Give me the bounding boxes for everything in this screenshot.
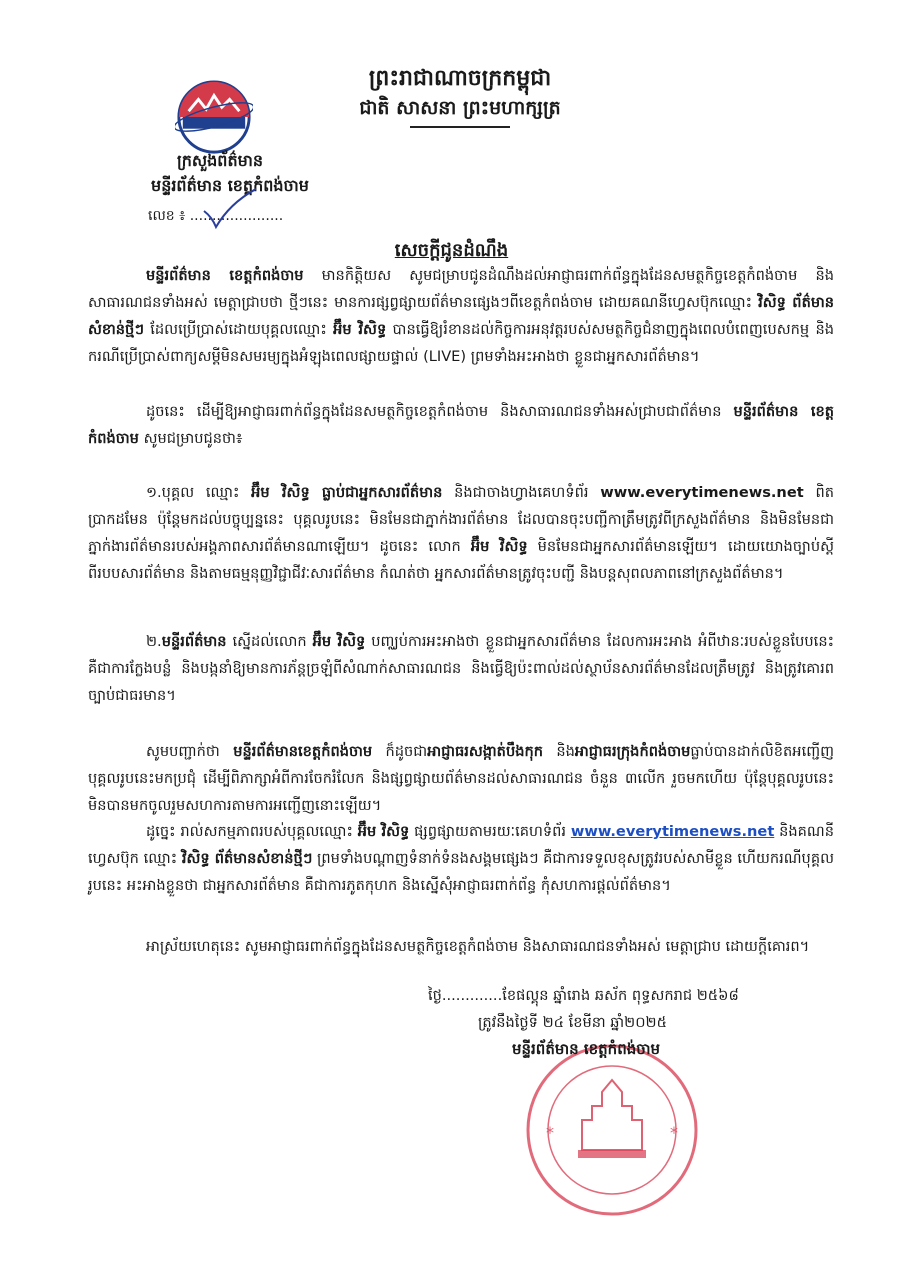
person-name: អ៊ឹម វិសិទ្ធ [333, 321, 387, 338]
date-gregorian: ត្រូវនឹងថ្ងៃទី ២៤ ខែមីនា ឆ្នាំ២០២៥ [478, 1014, 667, 1031]
text: បញ្ឈប់ការអះអាងថា ខ្លួនជាអ្នកសារព័ត៌មាន ដែលការអះអាង អំពីឋានៈរបស់ខ្លួនបែបនេះ គឺជាការក្លែងបន្លំ និងបង្កនាំឱ្យមានការភ័ន្តច្រឡំពីសំណាក់សាធារណជន និងធ្វើឱ្យប៉ះពាល់ដល់ស្ថាប័នសារព័ត៌មានដែលត្រឹមត្រូវ និងត្រូវគោរពច្បាប់ជាធរមាន។ [88, 633, 834, 704]
paragraph-meetings [88, 738, 834, 819]
website-url: www.everytimenews.net [600, 484, 804, 501]
text: ស្នើដល់លោក [226, 633, 313, 650]
text: ដែលប្រើប្រាស់ដោយបុគ្គលឈ្មោះ [143, 321, 334, 338]
paragraph-responsibility [88, 818, 834, 899]
text: ដូចនេះ ដើម្បីឱ្យអាជ្ញាធរពាក់ព័ន្ធក្នុងដែនសមត្ថកិច្ចខេត្តកំពង់ចាម និងសាធារណជនទាំងអស់ជ្រាបជាព័ត៌មាន [146, 403, 734, 420]
svg-text:*: * [546, 1123, 554, 1142]
person-status: អ៊ឹម វិសិទ្ធ ធ្លាប់ជាអ្នកសារព័ត៌មាន [251, 484, 443, 501]
motto-divider [410, 126, 510, 128]
issuer-name: មន្ទីរព័ត៌មានខេត្តកំពង់ចាម [233, 743, 373, 760]
text: និងជាចាងហ្វាងគេហទំព័រ [442, 484, 601, 501]
text: អាស្រ័យហេតុនេះ សូមអាជ្ញាធរពាក់ព័ន្ធក្នុងដែនសមត្ថកិច្ចខេត្តកំពង់ចាម និងសាធារណជនទាំងអស់ មេត្តាជ្រាប ដោយក្តីគោរព។ [146, 938, 810, 955]
text: ១.បុគ្គល ឈ្មោះ [146, 484, 252, 501]
website-link[interactable]: www.everytimenews.net [570, 823, 775, 840]
text: មិនមែនជាអ្នកសារព័ត៌មានឡើយ។ ដោយយោងច្បាប់ស្តីពីរបបសារព័ត៌មាន និងតាមធម្មនុញ្ញវិជ្ជាជីវៈសារព័ត៌មាន កំណត់ថា អ្នកសារព័ត៌មានត្រូវចុះបញ្ជី និងបន្តសុពលភាពនៅក្រសួងព័ត៌មាន។ [88, 538, 834, 582]
signatory-department: មន្ទីរព័ត៌មាន ខេត្តកំពង់ចាម [512, 1040, 661, 1058]
person-name: អ៊ឹម វិសិទ្ធ [312, 633, 366, 650]
paragraph-closing [88, 933, 834, 960]
facebook-account-name: វិសិទ្ធ ព័ត៌មានសំខាន់ថ្មីៗ [88, 294, 834, 338]
text: ផ្សព្វផ្សាយតាមរយៈគេហទំព័រ [409, 823, 571, 840]
text: ធ្លាប់បានដាក់លិខិតអញ្ជើញបុគ្គលរូបនេះមកប្រជុំ ដើម្បីពិភាក្សាអំពីការចែករំលែក និងផ្សព្វផ្សាយព័ត៌មានដល់សាធារណជន ចំនួន ៣លើក រួចមកហើយ ប៉ុន្តែបុគ្គលរូបនេះ មិនបានមកចូលរួមសហការតាមការអញ្ជើញនោះឡើយ។ [88, 743, 834, 814]
paragraph-intro [88, 262, 834, 370]
text: ២. [146, 633, 162, 650]
person-name: អ៊ឹម វិសិទ្ធ [357, 823, 410, 840]
text: ពិតប្រាកដមែន ប៉ុន្តែមកដល់បច្ចុប្បន្ននេះ បុគ្គលរូបនេះ មិនមែនជាភ្នាក់ងារព័ត៌មាន ដែលបានចុះបញ្ជីកាត្រឹមត្រូវពីក្រសួងព័ត៌មាន និងមិនមែនជាភ្នាក់ងារព័ត៌មានរបស់អង្គភាពសារព័ត៌មានណាឡើយ។ ដូចនេះ លោក [88, 484, 834, 555]
text: ដូច្នេះ រាល់សកម្មភាពរបស់បុគ្គលឈ្មោះ [146, 823, 358, 840]
paragraph-notice [88, 398, 834, 452]
paragraph-point-2 [88, 628, 834, 709]
issuer-name: មន្ទីរព័ត៌មាន ខេត្តកំពង់ចាម [88, 403, 834, 447]
text: មានកិត្តិយស សូមជម្រាបជូនដំណឹងដល់អាជ្ញាធរពាក់ព័ន្ធក្នុងដែនសមត្ថកិច្ចខេត្តកំពង់ចាម និងសាធារណជនទាំងអស់ មេត្តាជ្រាបថា ថ្មីៗនេះ មានការផ្សព្វផ្សាយព័ត៌មានផ្សេងៗពីខេត្តកំពង់ចាម ដោយគណនីហ្វេសប៊ុកឈ្មោះ [88, 267, 834, 311]
text: សូមបញ្ជាក់ថា [146, 743, 234, 760]
text: និងគណនីហ្វេសប៊ុក ឈ្មោះ [88, 823, 835, 867]
text: ព្រមទាំងបណ្តាញទំនាក់ទំនងសង្គមផ្សេងៗ គឺជាការទទួលខុសត្រូវរបស់សាមីខ្លួន ហើយករណីបុគ្គលរូបនេះ អះអាងខ្លួនថា ជាអ្នកសារព័ត៌មាន គឺជាការភូតកុហក និងស្នើសុំអាជ្ញាធរពាក់ព័ន្ធ កុំសហការផ្តល់ព័ត៌មាន។ [88, 850, 834, 894]
paragraph-point-1 [88, 479, 834, 587]
person-name: អ៊ឹម វិសិទ្ធ [470, 538, 528, 555]
authority-name: អាជ្ញាធរក្រុងកំពង់ចាម [574, 743, 691, 760]
svg-text:*: * [670, 1123, 678, 1142]
department-name: មន្ទីរព័ត៌មាន ខេត្តកំពង់ចាម [151, 176, 309, 195]
ministry-name: ក្រសួងព័ត៌មាន [176, 151, 263, 170]
facebook-account-name: វិសិទ្ធ ព័ត៌មានសំខាន់ថ្មីៗ [181, 850, 313, 867]
text: បានធ្វើឱ្យរំខានដល់កិច្ចការអនុវត្តរបស់សមត្ថកិច្ចជំនាញក្នុងពេលបំពេញបេសកម្ម និងករណីប្រើប្រាស់ពាក្យសម្តីមិនសមរម្យក្នុងអំឡុងពេលផ្សាយផ្ទាល់ (LIVE) ព្រមទាំងអះអាងថា ខ្លួនជាអ្នកសារព័ត៌មាន។ [88, 321, 834, 365]
text: សូមជម្រាបជូនថា៖ [138, 430, 243, 447]
official-seal-icon [522, 1040, 702, 1220]
reference-number: លេខ ៖ ..................... [148, 208, 284, 224]
ministry-logo-icon [175, 78, 253, 156]
issuer-name: មន្ទីរព័ត៌មាន ខេត្តកំពង់ចាម [146, 267, 304, 284]
text: ក៏ដូចជា [372, 743, 428, 760]
national-motto: ជាតិ សាសនា ព្រះមហាក្សត្រ [359, 97, 561, 119]
document-title: សេចក្តីជូនដំណឹង [394, 240, 509, 261]
text: និង [543, 743, 575, 760]
handwritten-check-icon [200, 185, 260, 230]
issuer-name: មន្ទីរព័ត៌មាន [161, 633, 227, 650]
date-lunar: ថ្ងៃ.............ខែផល្គុន ឆ្នាំរោង ឆស័ក ពុទ្ធសករាជ ២៥៦៨ [428, 987, 739, 1004]
authority-name: អាជ្ញាធរសង្កាត់បឹងកុក [427, 743, 543, 760]
kingdom-heading: ព្រះរាជាណាចក្រកម្ពុជា [368, 65, 552, 91]
